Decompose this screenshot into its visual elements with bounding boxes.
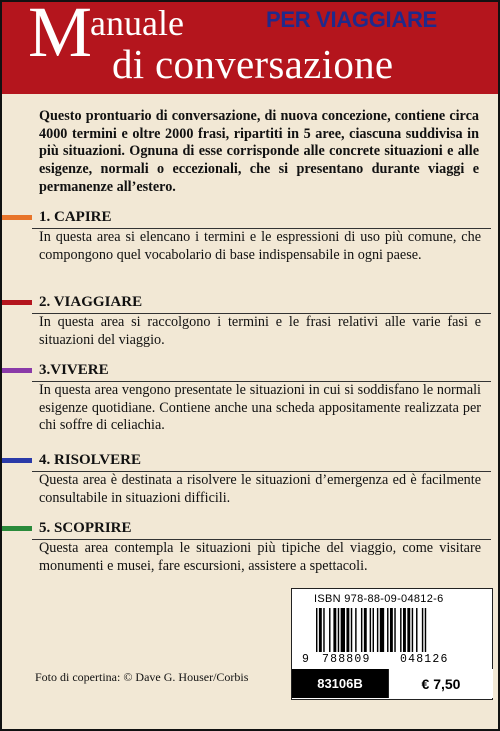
price: € 7,50 (388, 669, 493, 698)
section-color-bar (2, 300, 32, 305)
book-back-cover (2, 2, 498, 729)
barcode-bar (380, 608, 384, 652)
section-color-bar (2, 368, 32, 373)
barcode-bar (341, 608, 345, 652)
section-viaggiare (2, 292, 498, 349)
barcode-bar (329, 608, 330, 652)
subtitle: PER VIAGGIARE (266, 7, 437, 32)
barcode-bar (370, 608, 371, 652)
barcode-bar (319, 608, 322, 652)
section-scoprire (2, 518, 498, 575)
code-price-row (292, 669, 492, 699)
barcode-bar (323, 608, 324, 652)
title-line-2: di conversazione (112, 41, 394, 87)
title-banner (2, 2, 498, 94)
section-vivere (2, 360, 498, 435)
barcode-bar (412, 608, 413, 652)
section-header (2, 207, 498, 229)
isbn-box (291, 588, 493, 700)
barcode-bar (400, 608, 401, 652)
barcode-bar (422, 608, 423, 652)
barcode-bar (377, 608, 378, 652)
section-title: 2. VIAGGIARE (39, 294, 143, 310)
section-color-bar (2, 526, 32, 531)
section-title: 1. CAPIRE (39, 209, 112, 225)
barcode-bar (316, 608, 317, 652)
photo-credit: Foto di copertina: © Dave G. Houser/Corbis (35, 670, 249, 684)
barcode-bar (373, 608, 374, 652)
intro-paragraph: Questo prontuario di conversazione, di nuova concezione, contiene circa 4000 termini e oltre 2000 frasi, ripartiti in 5 aree, ciascuna suddivisa in più situazioni. Ognuna di esse corrisponde alle concrete situazioni e alle esigenze, normali o eccezionali, che si presentano durante viaggi e permanenze all’estero. (39, 108, 479, 195)
barcode-bar (351, 608, 352, 652)
section-header (2, 450, 498, 472)
barcode-bar (416, 608, 417, 652)
section-text: In questa area vengono presentate le situazioni in cui si soddisfano le normali esigenze quotidiane. Contiene anche una scheda appositamente realizzata per chi soffre di celiachia. (39, 382, 481, 433)
section-header (2, 360, 498, 382)
barcode-digits-left: 788809 (322, 653, 371, 666)
section-text: In questa area si raccolgono i termini e le frasi relativi alle varie fasi e situazioni del viaggio. (39, 314, 481, 348)
barcode-bar (394, 608, 395, 652)
section-text: In questa area si elencano i termini e le espressioni di uso più comune, che compongono quel vocabolario di base indispensabile in ogni paese. (39, 229, 481, 263)
section-text: Questa area contempla le situazioni più tipiche del viaggio, come visitare monumenti e musei, fare escursioni, assistere a spettacoli. (39, 540, 481, 574)
barcode-bar (407, 608, 410, 652)
barcode-bar (390, 608, 393, 652)
section-header (2, 292, 498, 314)
section-title: 3.VIVERE (39, 362, 109, 378)
barcode-bar (333, 608, 336, 652)
barcode-digits-right: 048126 (400, 653, 449, 666)
barcode-bar (403, 608, 406, 652)
title-initial: M (28, 2, 93, 72)
barcode-bar (361, 608, 362, 652)
barcode (314, 608, 474, 652)
title-word: anuale (90, 3, 184, 43)
section-text: Questa area è destinata a risolvere le situazioni d’emergenza ed è facilmente consultabile in situazioni difficili. (39, 472, 481, 506)
section-color-bar (2, 458, 32, 463)
section-color-bar (2, 215, 32, 220)
product-code: 83106B (292, 669, 388, 698)
barcode-bar (355, 608, 356, 652)
barcode-bar (346, 608, 349, 652)
section-title: 4. RISOLVERE (39, 452, 141, 468)
section-capire (2, 207, 498, 264)
barcode-digit-first: 9 (302, 653, 309, 666)
section-risolvere (2, 450, 498, 507)
section-title: 5. SCOPRIRE (39, 520, 132, 536)
barcode-bar (364, 608, 367, 652)
barcode-bar (425, 608, 426, 652)
barcode-bar (338, 608, 339, 652)
section-header (2, 518, 498, 540)
isbn-label: ISBN 978-88-09-04812-6 (314, 593, 444, 605)
barcode-bar (387, 608, 388, 652)
